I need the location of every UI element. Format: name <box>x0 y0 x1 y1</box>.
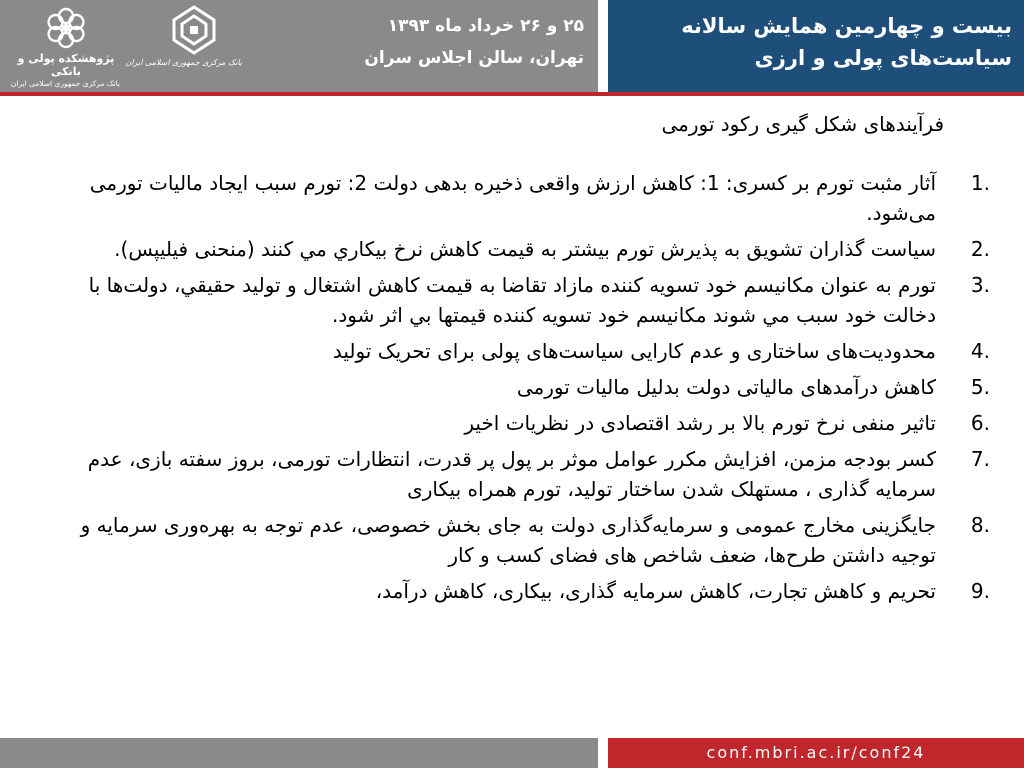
event-date: ۲۵ و ۲۶ خرداد ماه ۱۳۹۳ <box>387 16 584 36</box>
item-number: 2. <box>970 237 990 261</box>
item-number: 7. <box>970 447 990 471</box>
list-item <box>30 372 990 402</box>
flower-emblem-icon <box>44 6 88 50</box>
conference-title-line-1: بیست و چهارمین همایش سالانه <box>681 14 1012 38</box>
conference-title-panel <box>608 0 1024 92</box>
item-text: جایگزینی مخارج عمومی و سرمایه‌گذاری دولت به جای بخش خصوصی، عدم توجه به بهره‌وری سرمایه و توجیه داشتن طرح‌ها، ضعف شاخص های فضای کسب و کار <box>80 513 936 567</box>
item-number: 3. <box>970 273 990 297</box>
item-text: تاثیر منفی نرخ تورم بالا بر رشد اقتصادی در نظریات اخیر <box>464 411 936 435</box>
item-number: 4. <box>970 339 990 363</box>
footer-bar <box>0 738 598 768</box>
item-text: محدودیت‌های ساختاری و عدم کارایی سیاست‌های پولی برای تحریک تولید <box>332 339 936 363</box>
list-item <box>30 336 990 366</box>
institute-name: پژوهشکده پولی و بانکی <box>17 52 115 78</box>
institute-subname: بانک مرکزی جمهوری اسلامی ایران <box>10 79 120 88</box>
item-number: 8. <box>970 513 990 537</box>
header-accent-line <box>0 92 1024 96</box>
list-item <box>30 270 990 330</box>
list-item <box>30 510 990 570</box>
item-text: سیاست گذاران تشویق به پذیرش تورم بیشتر به قیمت کاهش نرخ بیکاري مي کنند (منحنی فیلیپس). <box>114 237 936 261</box>
event-location: تهران، سالن اجلاس سران <box>364 48 584 68</box>
institute-logo <box>12 6 120 88</box>
item-number: 6. <box>970 411 990 435</box>
central-bank-logo <box>125 4 242 67</box>
header-separator <box>598 0 608 92</box>
item-number: 9. <box>970 579 990 603</box>
list-item <box>30 408 990 438</box>
event-info-panel <box>246 0 598 92</box>
conference-title-line-2: سیاست‌های پولی و ارزی <box>754 46 1012 70</box>
item-text: کاهش درآمدهای مالیاتی دولت بدلیل مالیات تورمی <box>516 375 936 399</box>
footer-url-panel <box>608 738 1024 768</box>
bank-emblem-icon <box>169 4 219 56</box>
logo-panel <box>0 0 246 92</box>
points-list <box>30 168 990 612</box>
item-text: تحریم و کاهش تجارت، کاهش سرمایه گذاری، بیکاری، کاهش درآمد، <box>375 579 936 603</box>
slide-header <box>0 0 1024 92</box>
list-item <box>30 168 990 228</box>
conference-url[interactable]: conf.mbri.ac.ir/conf24 <box>706 743 926 762</box>
item-number: 1. <box>970 171 990 195</box>
list-item <box>30 444 990 504</box>
list-item <box>30 234 990 264</box>
item-text: تورم به عنوان مکانیسم خود تسویه کننده مازاد تقاضا به قیمت کاهش اشتغال و تولید حقیقي، دولت‌ها با دخالت خود سبب مي شوند مکانیسم خود تسویه کننده قیمتها بي اثر شود. <box>88 273 936 327</box>
item-number: 5. <box>970 375 990 399</box>
central-bank-name: بانک مرکزی جمهوری اسلامی ایران <box>125 58 242 67</box>
slide-subtitle: فرآیندهای شکل گیری رکود تورمی <box>661 112 944 136</box>
item-text: کسر بودجه مزمن، افزایش مکرر عوامل موثر بر پول پر قدرت، انتظارات تورمی، بروز سفته بازی، عدم سرمایه گذاری ، مستهلک شدن ساختار تولید، تورم همراه بیکاری <box>87 447 936 501</box>
item-text: آثار مثبت تورم بر کسری: 1: کاهش ارزش واقعی ذخیره بدهی دولت 2: تورم سبب ایجاد مالیات تورمی می‌شود. <box>89 171 936 225</box>
list-item <box>30 576 990 606</box>
